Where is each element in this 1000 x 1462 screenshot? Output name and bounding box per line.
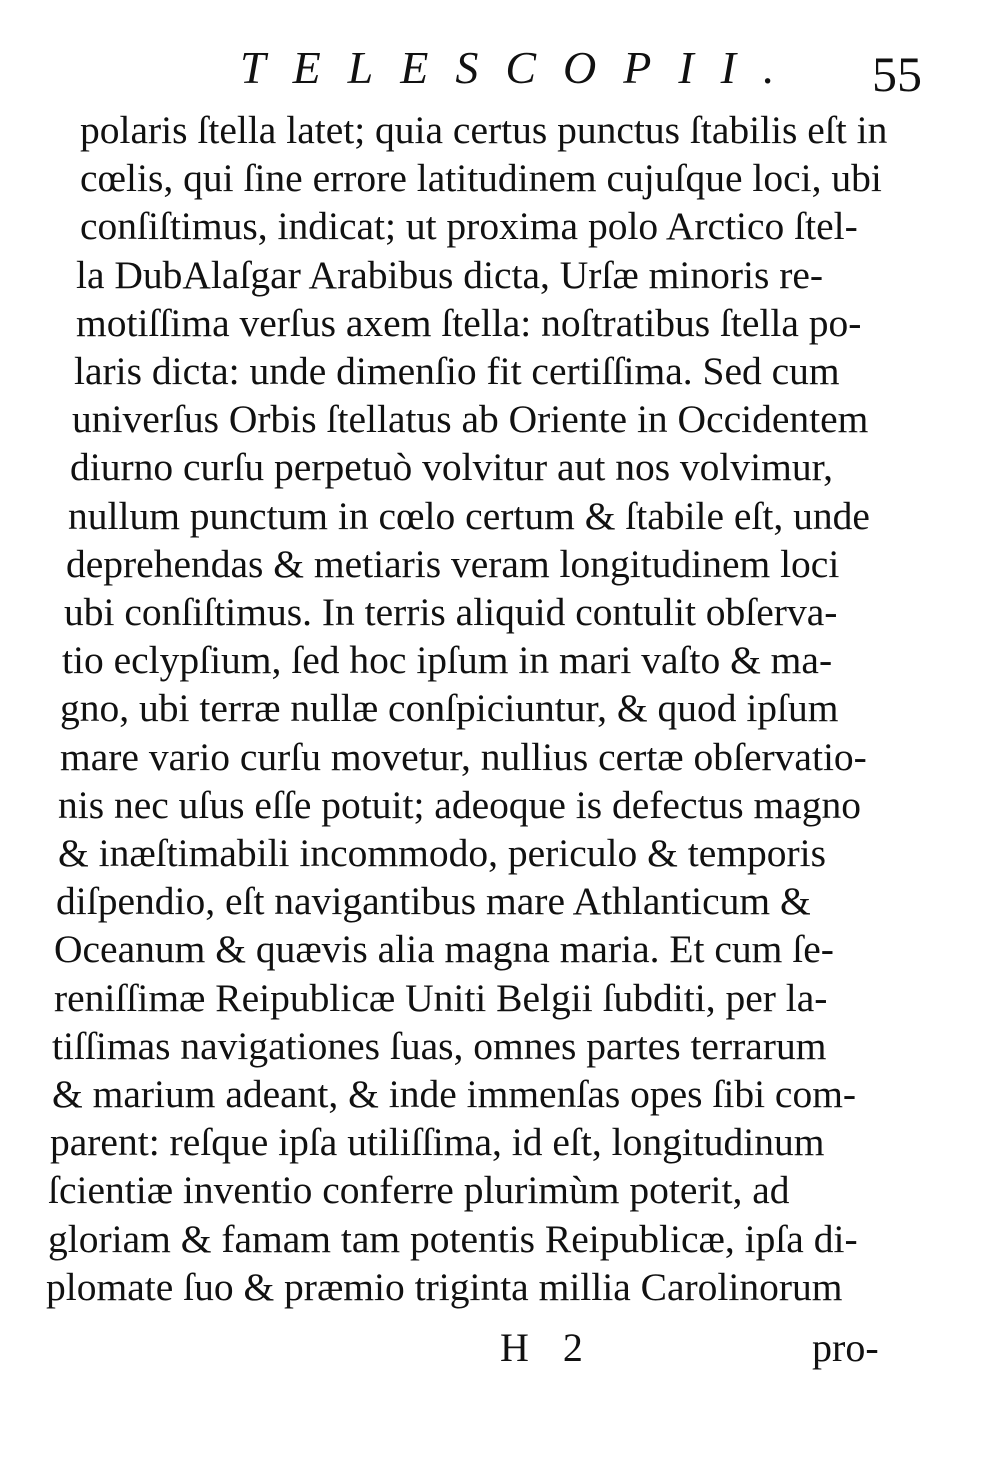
text-line: motiſſima verſus axem ſtella: noſtratibus ſtella po- — [76, 300, 862, 345]
running-title: TELESCOPII. — [240, 42, 802, 93]
text-line: ubi conſiſtimus. In terris aliquid contulit obſerva- — [64, 590, 838, 635]
text-line: tio eclypſium, ſed hoc ipſum in mari vaſto & ma- — [62, 638, 833, 683]
text-line: plomate ſuo & præmio triginta millia Carolinorum — [46, 1264, 843, 1309]
signature-mark: H 2 — [500, 1325, 595, 1370]
text-line: la DubAlaſgar Arabibus dicta, Urſæ minoris re- — [76, 252, 824, 297]
text-line: diurno curſu perpetuò volvitur aut nos volvimur, — [70, 445, 834, 490]
text-line: & marium adeant, & inde immenſas opes ſibi com- — [52, 1072, 857, 1117]
text-line: cœlis, qui ſine errore latitudinem cujuſque loci, ubi — [80, 156, 882, 201]
text-line: laris dicta: unde dimenſio fit certiſſima. Sed cum — [74, 349, 840, 394]
text-line: nis nec uſus eſſe potuit; adeoque is defectus magno — [58, 782, 861, 827]
text-line: univerſus Orbis ſtellatus ab Oriente in Occidentem — [72, 397, 869, 442]
text-line: diſpendio, eſt navigantibus mare Athlanticum & — [56, 879, 811, 924]
text-line: nullum punctum in cœlo certum & ſtabile eſt, unde — [68, 493, 870, 538]
body-text — [46, 106, 926, 1311]
text-line: gno, ubi terræ nullæ conſpiciuntur, & quod ipſum — [60, 686, 839, 731]
text-line: deprehendas & metiaris veram longitudinem loci — [66, 541, 840, 586]
text-line: Oceanum & quævis alia magna maria. Et cum ſe- — [54, 927, 834, 972]
text-line: polaris ſtella latet; quia certus punctus ſtabilis eſt in — [80, 108, 888, 152]
text-line: tiſſimas navigationes ſuas, omnes partes terrarum — [52, 1023, 827, 1068]
text-line: conſiſtimus, indicat; ut proxima polo Arctico ſtel- — [80, 204, 858, 249]
page-footer — [0, 1318, 1000, 1378]
text-line: ſcientiæ inventio conferre plurimùm poterit, ad — [48, 1168, 790, 1213]
text-line: parent: reſque ipſa utiliſſima, id eſt, longitudinum — [50, 1120, 825, 1165]
text-line: mare vario curſu movetur, nullius certæ obſervatio- — [60, 734, 867, 779]
catchword: pro- — [812, 1325, 879, 1370]
text-line: reniſſimæ Reipublicæ Uniti Belgii ſubditi, per la- — [54, 975, 828, 1020]
text-line: & inæſtimabili incommodo, periculo & temporis — [58, 831, 826, 876]
text-line: gloriam & famam tam potentis Reipublicæ, ipſa di- — [48, 1216, 858, 1261]
page-number: 55 — [872, 46, 922, 102]
